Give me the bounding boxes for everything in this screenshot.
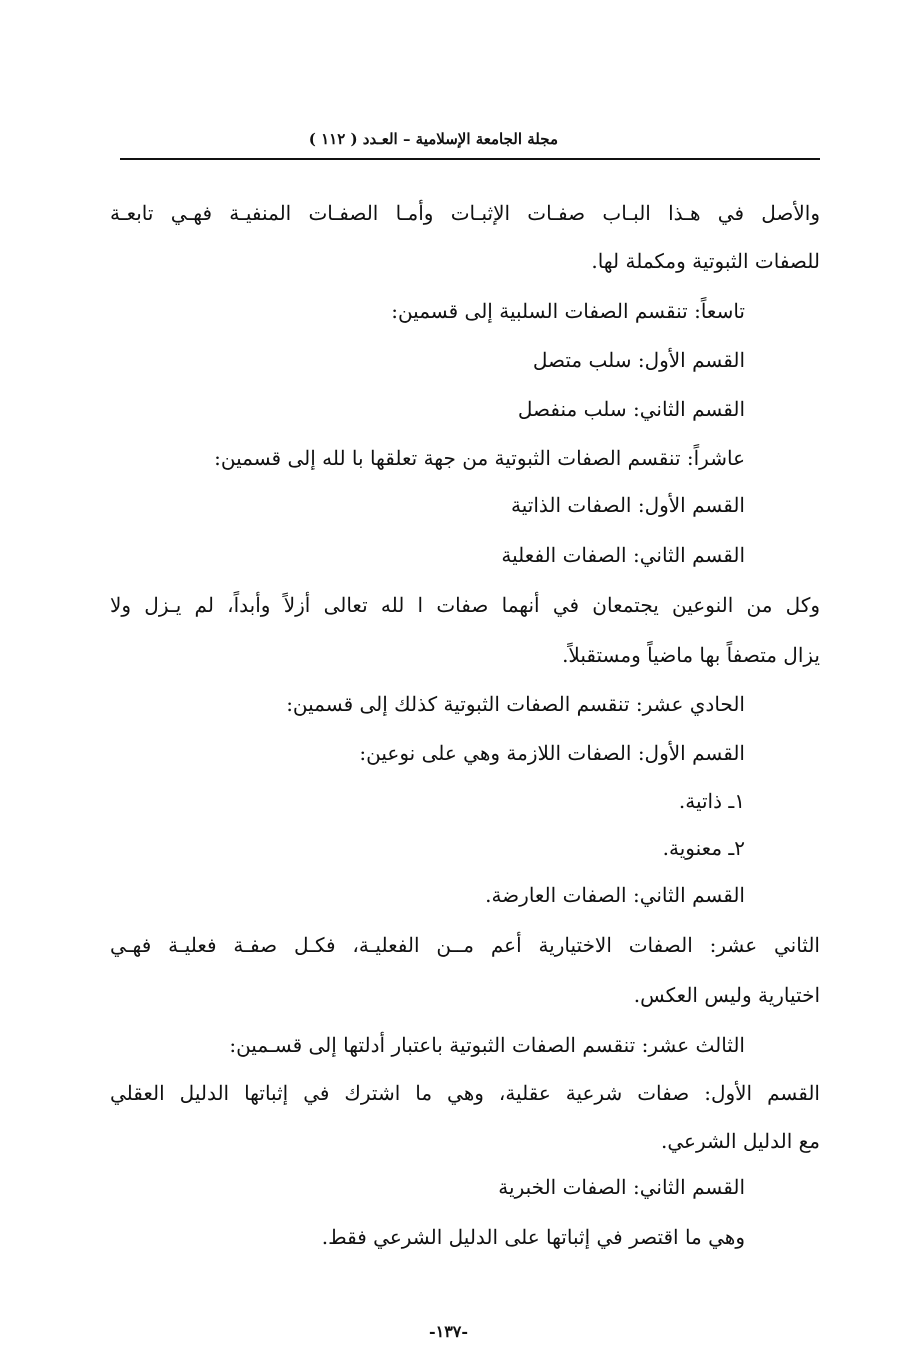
page-number: -١٣٧- [428,1322,469,1341]
text-line: والأصل في هـذا البـاب صفـات الإثبـات وأمـا الصفـات المنفيـة فهـي تابعـة [110,201,820,225]
text-line: القسم الأول: صفات شرعية عقلية، وهي ما اشترك في إثباتها الدليل العقلي [110,1081,820,1105]
text-line: القسم الثاني: الصفات العارضة. [485,883,745,907]
text-line: الثالث عشر: تنقسم الصفات الثبوتية باعتبار أدلتها إلى قسـمين: [229,1033,745,1057]
text-line: القسم الأول: الصفات اللازمة وهي على نوعين: [359,741,745,765]
text-line: الحادي عشر: تنقسم الصفات الثبوتية كذلك إلى قسمين: [286,692,745,716]
text-line: مع الدليل الشرعي. [661,1129,820,1153]
text-line: القسم الثاني: الصفات الفعلية [501,543,745,567]
text-line: تاسعاً: تنقسم الصفات السلبية إلى قسمين: [391,299,745,323]
text-line: ٢ـ معنوية. [662,836,745,860]
text-line: الثاني عشر: الصفات الاختيارية أعم مــن الفعليـة، فكـل صفـة فعليـة فهـي [110,933,820,957]
text-line: القسم الأول: الصفات الذاتية [511,493,745,517]
text-line: القسم الثاني: سلب منفصل [517,397,745,421]
text-line: عاشراً: تنقسم الصفات الثبوتية من جهة تعلقها با لله إلى قسمين: [214,446,745,470]
text-line: اختيارية وليس العكس. [633,983,820,1007]
text-line: يزال متصفاً بها ماضياً ومستقبلاً. [562,643,820,667]
text-line: القسم الثاني: الصفات الخبرية [498,1175,745,1199]
text-line: وكل من النوعين يجتمعان في أنهما صفات ا لله تعالى أزلاً وأبداً، لم يـزل ولا [110,593,820,617]
text-line: وهي ما اقتصر في إثباتها على الدليل الشرعي فقط. [321,1225,745,1249]
journal-header: مجلة الجامعة الإسلامية – العـدد ( ١١٢ ) [308,130,558,148]
text-line: للصفات الثبوتية ومكملة لها. [591,249,820,273]
text-line: ١ـ ذاتية. [678,789,745,813]
text-line: القسم الأول: سلب متصل [532,348,745,372]
